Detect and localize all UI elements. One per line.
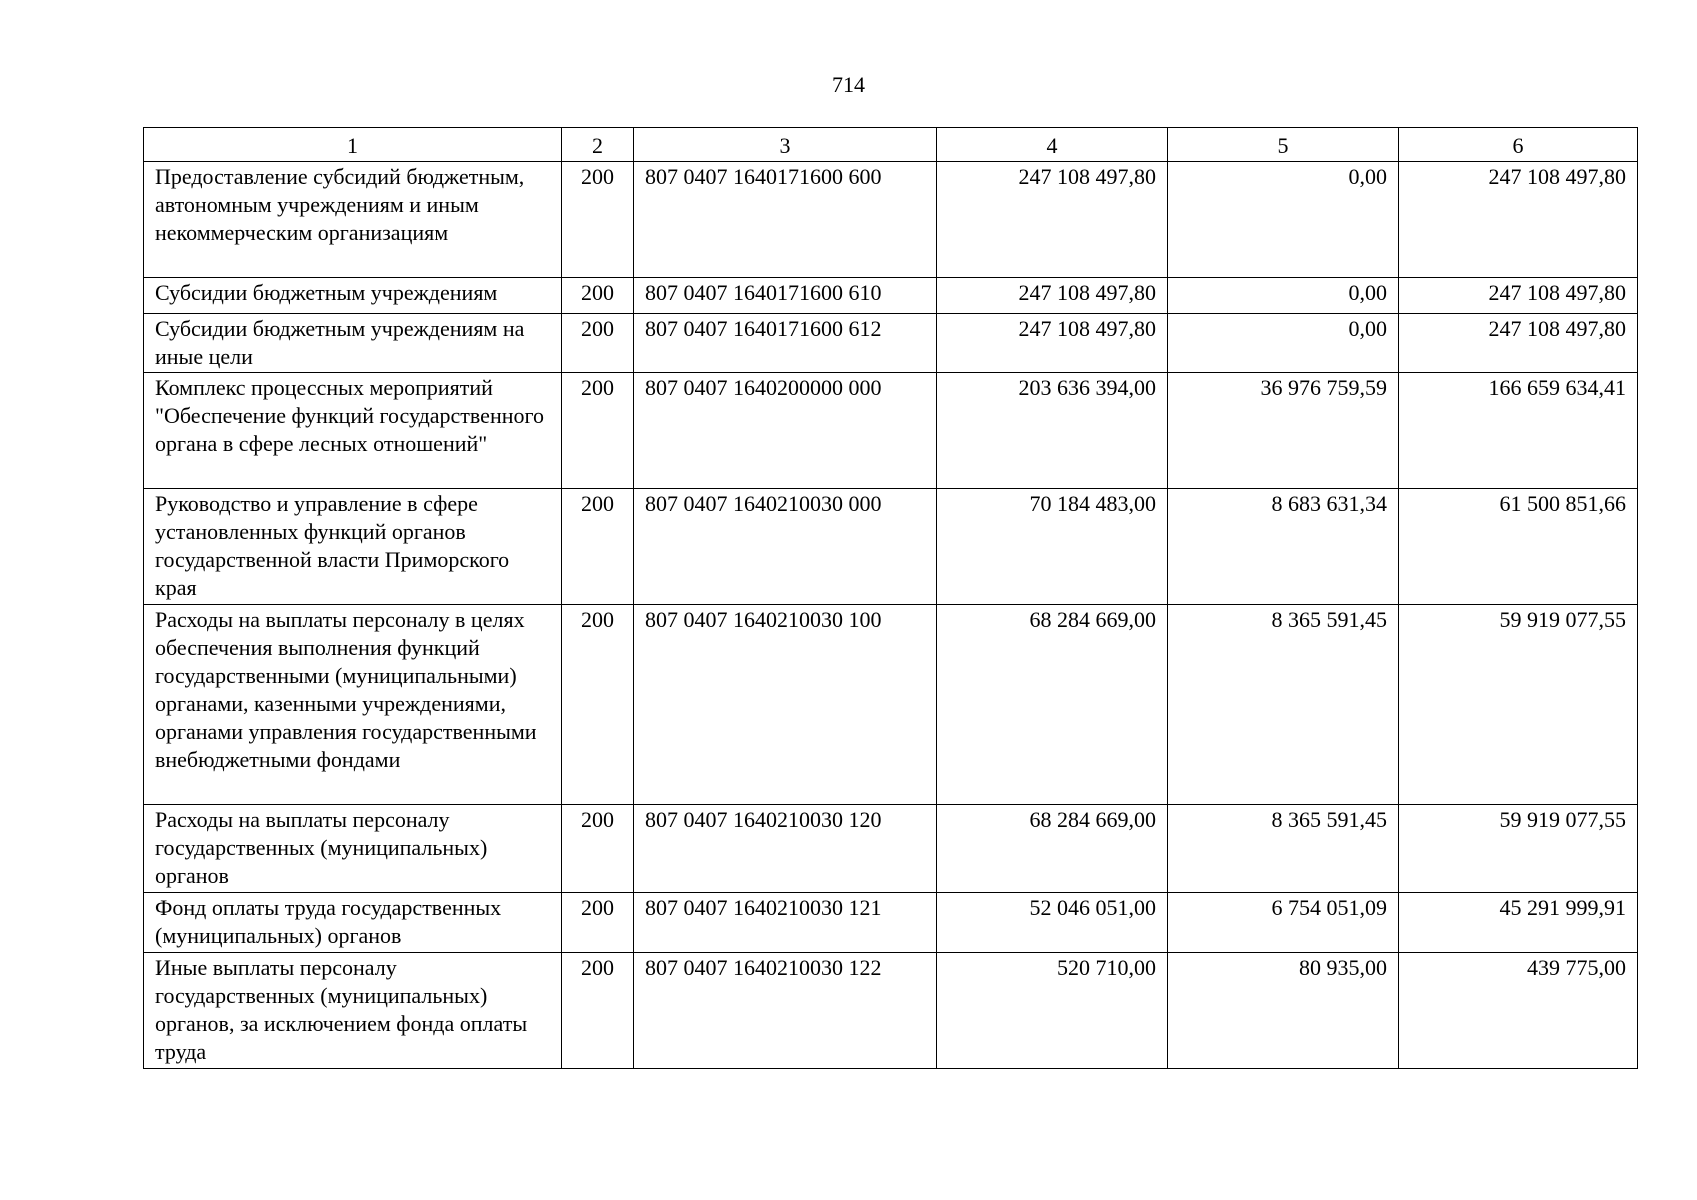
table-row	[144, 314, 1638, 373]
row-name: Расходы на выплаты персоналу государственных (муниципальных) органов	[144, 805, 562, 893]
row-code: 200	[562, 953, 634, 1069]
budget-table	[143, 127, 1638, 1069]
row-col6: 247 108 497,80	[1399, 314, 1638, 373]
row-classification: 807 0407 1640171600 612	[634, 314, 937, 373]
row-col5: 80 935,00	[1168, 953, 1399, 1069]
row-code: 200	[562, 893, 634, 953]
row-col5: 8 365 591,45	[1168, 605, 1399, 805]
row-col5: 0,00	[1168, 162, 1399, 278]
table-row	[144, 373, 1638, 489]
column-header: 2	[562, 128, 634, 162]
row-code: 200	[562, 605, 634, 805]
table-row	[144, 953, 1638, 1069]
column-header: 5	[1168, 128, 1399, 162]
row-col6: 45 291 999,91	[1399, 893, 1638, 953]
row-classification: 807 0407 1640171600 610	[634, 278, 937, 314]
row-col6: 166 659 634,41	[1399, 373, 1638, 489]
row-classification: 807 0407 1640210030 122	[634, 953, 937, 1069]
table-row	[144, 489, 1638, 605]
row-code: 200	[562, 278, 634, 314]
row-col4: 247 108 497,80	[937, 278, 1168, 314]
row-col4: 52 046 051,00	[937, 893, 1168, 953]
row-col4: 520 710,00	[937, 953, 1168, 1069]
column-header: 3	[634, 128, 937, 162]
row-col4: 70 184 483,00	[937, 489, 1168, 605]
row-col5: 0,00	[1168, 278, 1399, 314]
table-row	[144, 278, 1638, 314]
row-code: 200	[562, 489, 634, 605]
row-classification: 807 0407 1640210030 121	[634, 893, 937, 953]
table-row	[144, 805, 1638, 893]
column-header: 6	[1399, 128, 1638, 162]
row-name: Комплекс процессных мероприятий "Обеспечение функций государственного органа в сфере лесных отношений"	[144, 373, 562, 489]
row-col5: 8 365 591,45	[1168, 805, 1399, 893]
row-col6: 59 919 077,55	[1399, 605, 1638, 805]
row-col6: 59 919 077,55	[1399, 805, 1638, 893]
row-col6: 247 108 497,80	[1399, 162, 1638, 278]
row-name: Расходы на выплаты персоналу в целях обеспечения выполнения функций государственными (муниципальными) органами, казенными учреждениями, органами управления государственными внебюджетными фондами	[144, 605, 562, 805]
row-name: Предоставление субсидий бюджетным, автономным учреждениям и иным некоммерческим организациям	[144, 162, 562, 278]
row-col4: 247 108 497,80	[937, 162, 1168, 278]
row-classification: 807 0407 1640171600 600	[634, 162, 937, 278]
page-number: 714	[832, 72, 865, 97]
row-code: 200	[562, 162, 634, 278]
row-col6: 61 500 851,66	[1399, 489, 1638, 605]
column-header: 4	[937, 128, 1168, 162]
row-classification: 807 0407 1640200000 000	[634, 373, 937, 489]
row-col4: 247 108 497,80	[937, 314, 1168, 373]
row-name: Субсидии бюджетным учреждениям	[144, 278, 562, 314]
row-code: 200	[562, 373, 634, 489]
row-col5: 6 754 051,09	[1168, 893, 1399, 953]
table-row	[144, 605, 1638, 805]
row-name: Руководство и управление в сфере установленных функций органов государственной власти Приморского края	[144, 489, 562, 605]
row-col6: 439 775,00	[1399, 953, 1638, 1069]
row-name: Фонд оплаты труда государственных (муниципальных) органов	[144, 893, 562, 953]
row-col6: 247 108 497,80	[1399, 278, 1638, 314]
table-row	[144, 162, 1638, 278]
row-classification: 807 0407 1640210030 100	[634, 605, 937, 805]
row-classification: 807 0407 1640210030 000	[634, 489, 937, 605]
row-classification: 807 0407 1640210030 120	[634, 805, 937, 893]
row-col4: 68 284 669,00	[937, 605, 1168, 805]
row-col5: 0,00	[1168, 314, 1399, 373]
table-row	[144, 893, 1638, 953]
row-col4: 68 284 669,00	[937, 805, 1168, 893]
row-code: 200	[562, 805, 634, 893]
row-name: Иные выплаты персоналу государственных (муниципальных) органов, за исключением фонда оплаты труда	[144, 953, 562, 1069]
row-col5: 8 683 631,34	[1168, 489, 1399, 605]
row-col5: 36 976 759,59	[1168, 373, 1399, 489]
row-name: Субсидии бюджетным учреждениям на иные цели	[144, 314, 562, 373]
column-header: 1	[144, 128, 562, 162]
row-col4: 203 636 394,00	[937, 373, 1168, 489]
table-header-row	[144, 128, 1638, 162]
row-code: 200	[562, 314, 634, 373]
